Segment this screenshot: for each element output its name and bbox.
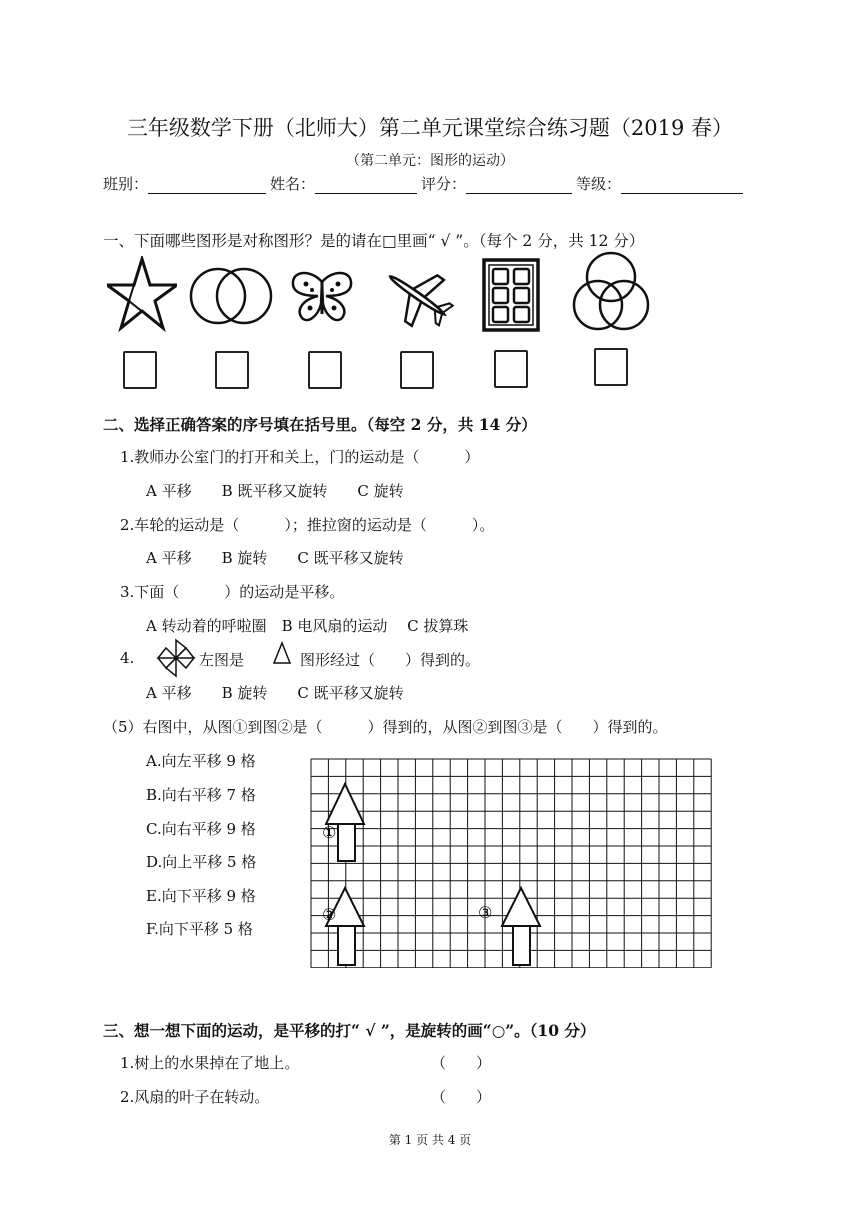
q5-option-e: E.向下平移 9 格 bbox=[146, 887, 256, 905]
three-circles-icon bbox=[572, 250, 650, 334]
name-label: 姓名： bbox=[270, 175, 316, 193]
two-circles-icon bbox=[188, 265, 274, 327]
q5-option-b: B.向右平移 7 格 bbox=[146, 786, 256, 804]
question-4-number: 4. bbox=[120, 649, 135, 667]
answer-box-3[interactable] bbox=[308, 351, 342, 389]
question-2-options: A 平移 B 旋转 C 既平移又旋转 bbox=[146, 549, 404, 567]
question-4-options: A 平移 B 旋转 C 既平移又旋转 bbox=[146, 684, 404, 702]
airplane-icon bbox=[380, 262, 456, 330]
section1-heading: 一、下面哪些图形是对称图形？是的请在□里画“ √ ”。（每个 2 分，共 12 分） bbox=[103, 232, 645, 250]
grade-blank[interactable] bbox=[621, 175, 743, 194]
star-icon bbox=[107, 256, 177, 332]
question-2: 2.车轮的运动是（ ）；推拉窗的运动是（ ）。 bbox=[120, 516, 495, 534]
butterfly-icon bbox=[290, 268, 354, 324]
arrow-figure-2 bbox=[326, 888, 364, 965]
answer-box-2[interactable] bbox=[215, 351, 249, 389]
question-4-text-b: 图形经过（ ）得到的。 bbox=[300, 651, 481, 669]
triangle-icon bbox=[272, 641, 292, 665]
question-4-text-a: 左图是 bbox=[199, 651, 245, 669]
section3-item-2: 2.风扇的叶子在转动。 bbox=[120, 1088, 270, 1106]
answer-box-1[interactable] bbox=[123, 351, 157, 389]
question-1-options: A 平移 B 既平移又旋转 C 旋转 bbox=[146, 482, 404, 500]
arrow-figure-3 bbox=[502, 888, 540, 965]
page-subtitle: （第二单元：图形的运动） bbox=[346, 153, 514, 169]
grid-label-2: ② bbox=[322, 905, 337, 924]
section3-item-1-paren[interactable]: （ ） bbox=[431, 1054, 492, 1072]
q5-option-f: F.向下平移 5 格 bbox=[146, 920, 253, 938]
question-1: 1.教师办公室门的打开和关上，门的运动是（ ） bbox=[120, 448, 480, 466]
q5-option-a: A.向左平移 9 格 bbox=[146, 752, 256, 770]
window-icon bbox=[482, 258, 540, 332]
q5-option-c: C.向右平移 9 格 bbox=[146, 820, 256, 838]
page-number: 第 1 页 共 4 页 bbox=[388, 1133, 472, 1147]
student-info-row bbox=[103, 173, 747, 194]
grid-label-1: ① bbox=[322, 823, 337, 842]
class-label: 班别： bbox=[103, 175, 149, 193]
grade-label: 等级： bbox=[576, 175, 622, 193]
class-blank[interactable] bbox=[148, 175, 266, 194]
page-title: 三年级数学下册（北师大）第二单元课堂综合练习题（2019 春） bbox=[126, 116, 734, 140]
translation-grid bbox=[310, 758, 712, 972]
section3-item-2-paren[interactable]: （ ） bbox=[431, 1088, 492, 1106]
question-3: 3.下面（ ）的运动是平移。 bbox=[120, 583, 345, 601]
grid-label-3: ③ bbox=[478, 903, 493, 922]
question-5: （5）右图中，从图①到图②是（ ）得到的，从图②到图③是（ ）得到的。 bbox=[103, 718, 668, 736]
section3-item-1: 1.树上的水果掉在了地上。 bbox=[120, 1054, 300, 1072]
name-blank[interactable] bbox=[315, 175, 417, 194]
section2-heading: 二、选择正确答案的序号填在括号里。（每空 2 分，共 14 分） bbox=[103, 415, 537, 434]
score-label: 评分： bbox=[421, 175, 467, 193]
answer-box-4[interactable] bbox=[400, 351, 434, 389]
answer-box-5[interactable] bbox=[494, 350, 528, 388]
pinwheel-icon bbox=[156, 638, 196, 678]
score-blank[interactable] bbox=[466, 175, 572, 194]
q5-option-d: D.向上平移 5 格 bbox=[146, 853, 257, 871]
grid-svg bbox=[310, 758, 712, 968]
section3-heading: 三、想一想下面的运动，是平移的打“ √ ”，是旋转的画“○”。（10 分） bbox=[103, 1021, 596, 1040]
question-3-options: A 转动着的呼啦圈 B 电风扇的运动 C 拔算珠 bbox=[146, 617, 469, 635]
answer-box-6[interactable] bbox=[594, 348, 628, 386]
